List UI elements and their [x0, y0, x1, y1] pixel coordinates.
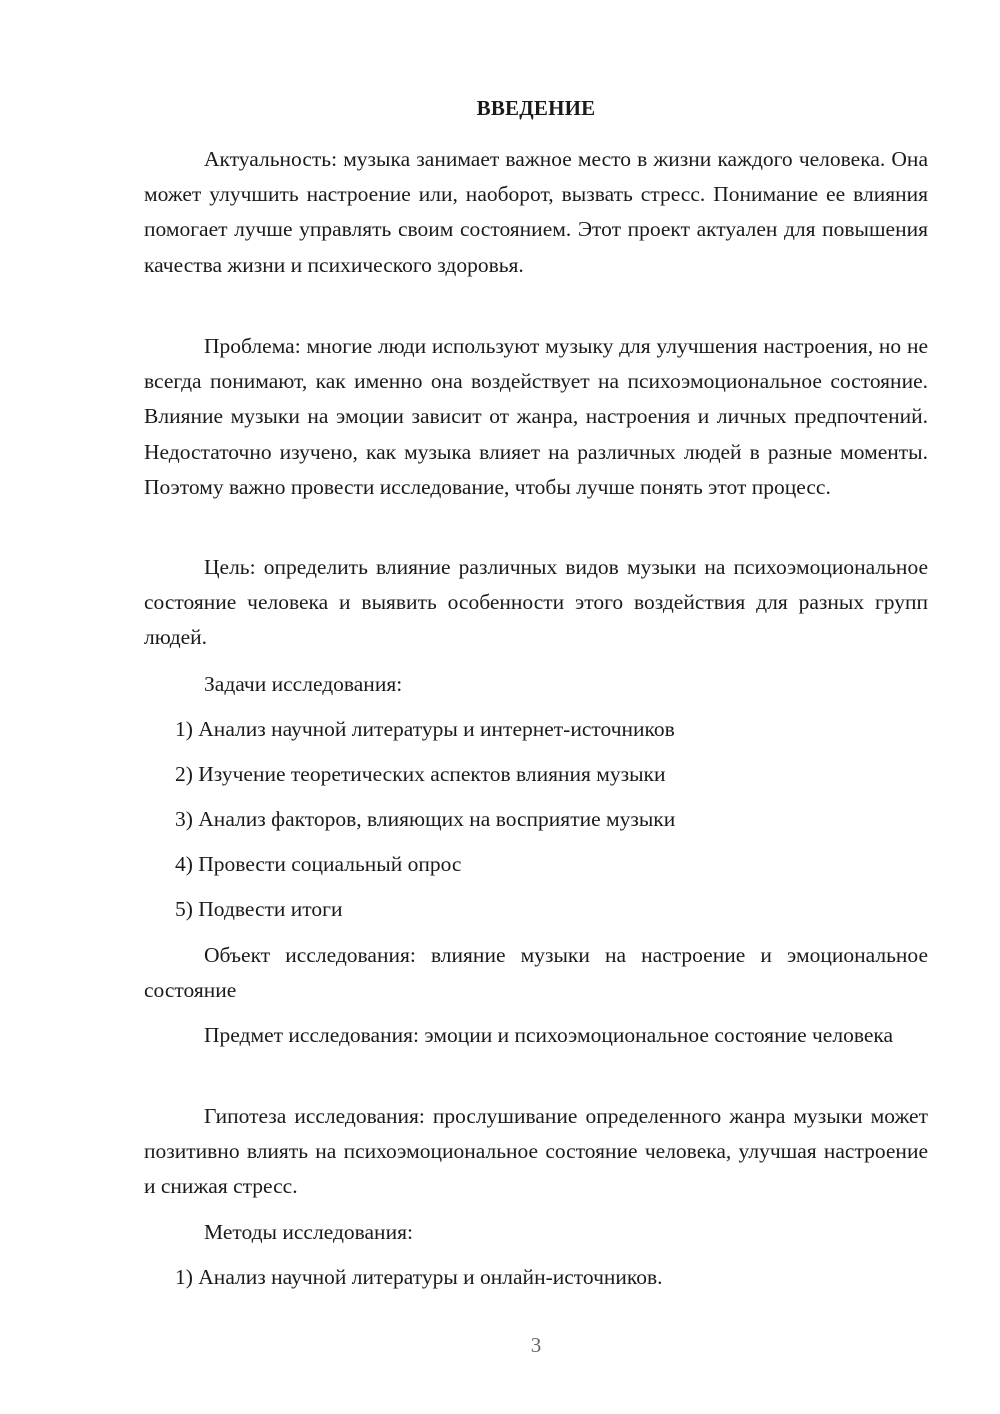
object-paragraph — [144, 938, 928, 1008]
tasks-heading: Задачи исследования: — [204, 672, 403, 696]
problem-text: Проблема: многие люди используют музыку для улучшения настроения, но не всегда понимают, как именно она воздействует на психоэмоциональное состояние. Влияние музыки на эмоции зависит от жанра, настроения и личных предпочтений. Недостаточно изучено, как музыка влияет на различных людей в разные моменты. Поэтому важно провести исследование, чтобы лучше понять этот процесс. — [144, 334, 928, 499]
hypothesis-paragraph — [144, 1099, 928, 1205]
relevance-text: Актуальность: музыка занимает важное место в жизни каждого человека. Она может улучшить настроение или, наоборот, вызвать стресс. Понимание ее влияния помогает лучше управлять своим состоянием. Этот проект актуален для повышения качества жизни и психического здоровья. — [144, 147, 928, 277]
section-title: ВВЕДЕНИЕ — [476, 96, 596, 120]
goal-paragraph — [144, 550, 928, 656]
page-number: 3 — [530, 1333, 542, 1357]
task-item: 2) Изучение теоретических аспектов влияния музыки — [175, 762, 666, 786]
subject-text: Предмет исследования: эмоции и психоэмоциональное состояние человека — [204, 1023, 894, 1047]
task-item: 3) Анализ факторов, влияющих на восприятие музыки — [175, 807, 676, 831]
methods-heading: Методы исследования: — [204, 1220, 413, 1244]
object-text: Объект исследования: влияние музыки на настроение и эмоциональное состояние — [144, 943, 928, 1003]
hypothesis-text: Гипотеза исследования: прослушивание определенного жанра музыки может позитивно влиять на психоэмоциональное состояние человека, улучшая настроение и снижая стресс. — [144, 1104, 928, 1199]
relevance-paragraph — [144, 142, 928, 283]
task-item: 5) Подвести итоги — [175, 897, 343, 921]
subject-paragraph — [144, 1018, 928, 1053]
method-item: 1) Анализ научной литературы и онлайн-источников. — [175, 1265, 663, 1289]
task-item: 4) Провести социальный опрос — [175, 852, 462, 876]
goal-text: Цель: определить влияние различных видов музыки на психоэмоциональное состояние человека и выявить особенности этого воздействия для разных групп людей. — [144, 555, 928, 650]
task-item: 1) Анализ научной литературы и интернет-источников — [175, 717, 675, 741]
problem-paragraph — [144, 329, 928, 505]
